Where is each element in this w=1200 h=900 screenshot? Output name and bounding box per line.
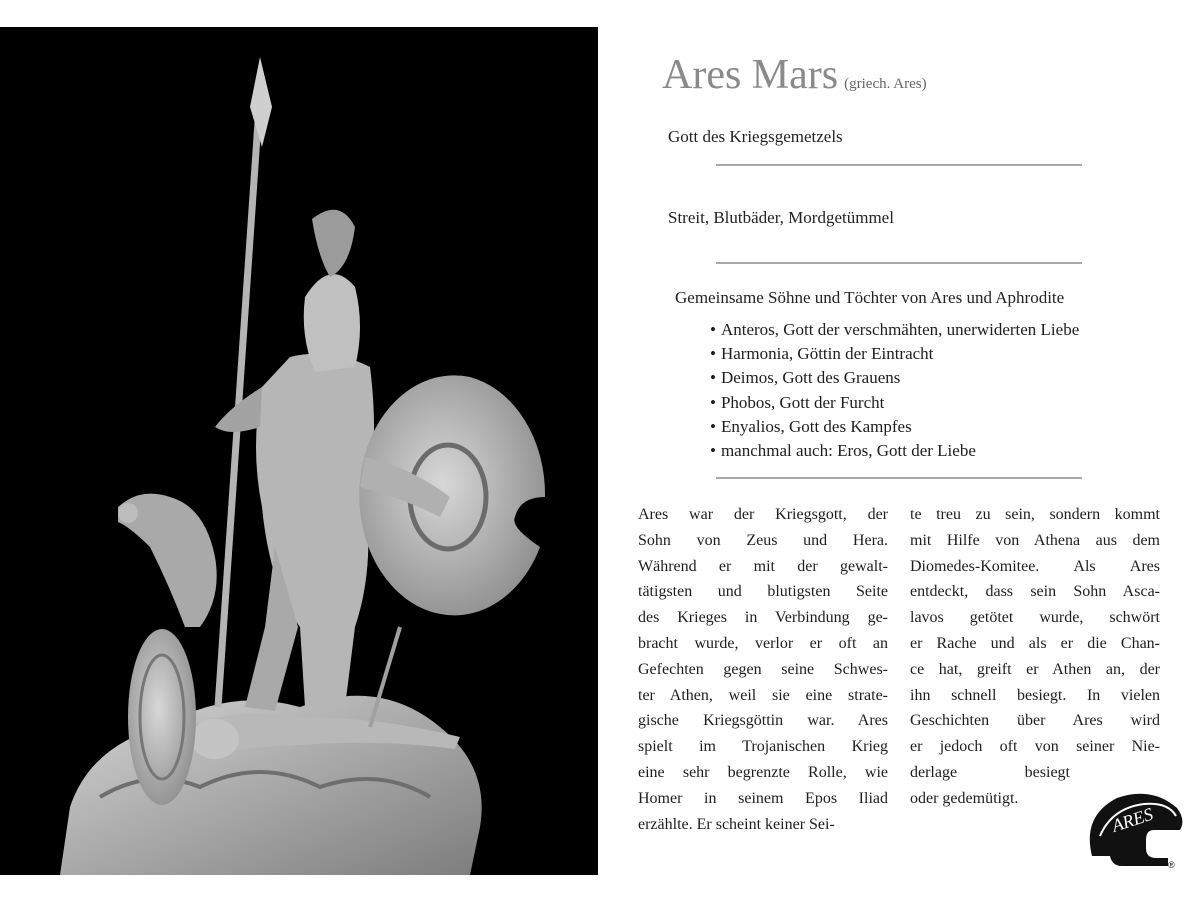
body-column-2 (910, 502, 1160, 812)
text-line: derlage besiegt (910, 763, 1070, 781)
text-line: mit Hilfe von Athena aus dem (910, 531, 1160, 549)
text-line: oder gedemütigt. (910, 789, 1019, 807)
attributes-label: Streit, Blutbäder, Mordgetümmel (668, 208, 894, 227)
body-column-1 (638, 502, 888, 837)
text-line: ce hat, greift er Athen an, der (910, 660, 1160, 678)
statue-photo (0, 27, 598, 875)
text-line: des Krieges in Verbindung ge- (638, 609, 888, 627)
text-line: ter Athen, weil sie eine strate- (638, 686, 888, 704)
text-line: gische Kriegsgöttin war. Ares (638, 712, 888, 730)
text-line: bracht wurde, verlor er oft an (638, 634, 888, 652)
text-line: entdeckt, dass sein Sohn Asca- (910, 583, 1160, 601)
list-item: • Deimos, Gott des Grauens (710, 366, 1079, 390)
divider (716, 164, 1082, 166)
divider (716, 262, 1082, 264)
list-item: • Anteros, Gott der verschmähten, unerwiderten Liebe (710, 318, 1079, 342)
text-line: Geschichten über Ares wird (910, 712, 1160, 730)
divider (716, 477, 1082, 479)
text-line: tätigsten und blutigsten Seite (638, 583, 888, 601)
list-item: • Harmonia, Göttin der Eintracht (710, 342, 1079, 366)
domain-label: Gott des Kriegsgemetzels (668, 127, 843, 146)
text-line: te treu zu sein, sondern kommt (910, 506, 1160, 523)
text-line: spielt im Trojanischen Krieg (638, 738, 888, 756)
list-item: • Phobos, Gott der Furcht (710, 391, 1079, 415)
text-line: erzählte. Er scheint keiner Sei- (638, 815, 835, 833)
list-item: • Enyalios, Gott des Kampfes (710, 415, 1079, 439)
text-line: Während er mit der gewalt- (638, 557, 888, 575)
text-line: er jedoch oft von seiner Nie- (910, 738, 1160, 756)
text-line: Diomedes-Komitee. Als Ares (910, 557, 1160, 575)
children-heading: Gemeinsame Söhne und Töchter von Ares und Aphrodite (675, 288, 1065, 307)
logo-text: ARES (1109, 803, 1156, 836)
list-item: • manchmal auch: Eros, Gott der Liebe (710, 439, 1079, 463)
page-title (662, 54, 927, 96)
text-line: lavos getötet wurde, schwört (910, 609, 1160, 627)
text-line: Gefechten gegen seine Schwes- (638, 660, 888, 678)
children-list (710, 318, 1079, 463)
text-page (598, 0, 1200, 900)
title-subtitle: (griech. Ares) (844, 76, 927, 92)
text-line: Ares war der Kriegsgott, der (638, 506, 888, 523)
text-line: Sohn von Zeus und Hera. (638, 531, 888, 549)
text-line: ihn schnell besiegt. In vielen (910, 686, 1160, 704)
title-main: Ares Mars (662, 52, 839, 98)
text-line: er Rache und als er die Chan- (910, 634, 1160, 652)
text-line: Homer in seinem Epos Iliad (638, 789, 888, 807)
registered-mark: ® (1168, 860, 1175, 870)
text-line: eine sehr begrenzte Rolle, wie (638, 763, 888, 781)
ares-logo (1082, 786, 1186, 870)
